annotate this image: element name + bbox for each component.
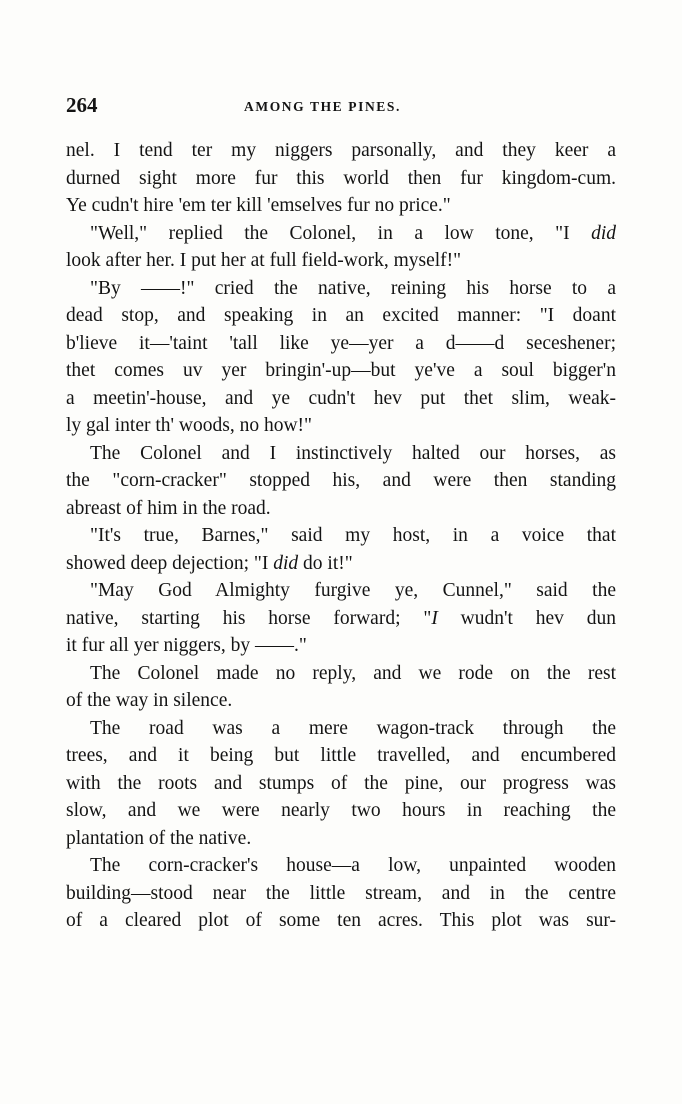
line-text: building—stood near the little stream, and in the centre bbox=[66, 882, 616, 904]
italic-text: did bbox=[273, 552, 299, 574]
line-text: of the way in silence. bbox=[66, 690, 233, 711]
line-text: showed deep dejection; "I bbox=[66, 552, 274, 574]
italic-text: did bbox=[591, 222, 616, 244]
line-text: plantation of the native. bbox=[66, 827, 252, 849]
text-line bbox=[66, 825, 616, 853]
line-text: wudn't hev dun bbox=[437, 607, 617, 629]
text-line bbox=[66, 605, 616, 633]
line-text: durned sight more fur this world then fur kingdom-cum. bbox=[66, 167, 616, 189]
text-line bbox=[66, 467, 616, 495]
page-number: 264 bbox=[66, 93, 98, 117]
text-line bbox=[66, 770, 616, 798]
line-text: look after her. I put her at full field-work, myself!" bbox=[66, 250, 462, 271]
line-text: do it!" bbox=[298, 552, 353, 574]
line-text: thet comes uv yer bringin'-up—but ye've a soul bigger'n bbox=[66, 360, 616, 381]
line-text: "It's true, Barnes," said my host, in a voice that bbox=[90, 525, 616, 546]
text-line bbox=[66, 247, 616, 275]
text-line bbox=[66, 275, 616, 303]
text-line bbox=[66, 550, 616, 578]
text-line bbox=[66, 577, 616, 605]
running-title: AMONG THE PINES. bbox=[244, 99, 401, 114]
italic-text: I bbox=[431, 607, 438, 629]
line-text: "Well," replied the Colonel, in a low tone, "I bbox=[90, 222, 592, 244]
text-line bbox=[66, 412, 616, 440]
text-line bbox=[66, 907, 616, 935]
body-text bbox=[66, 137, 616, 935]
line-text: The corn-cracker's house—a low, unpainted wooden bbox=[90, 855, 616, 876]
running-head bbox=[66, 92, 616, 120]
text-line bbox=[66, 742, 616, 770]
line-text: trees, and it being but little travelled, and encumbered bbox=[66, 745, 616, 766]
line-text: Ye cudn't hire 'em ter kill 'emselves fur no price." bbox=[66, 195, 451, 216]
text-line bbox=[66, 495, 616, 523]
line-text: with the roots and stumps of the pine, our progress was bbox=[66, 772, 616, 794]
line-text: The Colonel made no reply, and we rode on the rest bbox=[90, 662, 616, 684]
text-line bbox=[66, 220, 616, 248]
text-line bbox=[66, 357, 616, 385]
line-text: b'lieve it—'taint 'tall like ye—yer a d——d seceshener; bbox=[66, 332, 616, 354]
text-line bbox=[66, 302, 616, 330]
line-text: nel. I tend ter my niggers parsonally, and they keer a bbox=[66, 140, 616, 161]
text-line bbox=[66, 715, 616, 743]
line-text: native, starting his horse forward; " bbox=[66, 607, 432, 629]
text-line bbox=[66, 632, 616, 660]
line-text: "By ——!" cried the native, reining his horse to a bbox=[90, 277, 616, 299]
text-line bbox=[66, 440, 616, 468]
text-line bbox=[66, 165, 616, 193]
text-line bbox=[66, 192, 616, 220]
text-line bbox=[66, 797, 616, 825]
line-text: ly gal inter th' woods, no how!" bbox=[66, 415, 312, 436]
text-line bbox=[66, 385, 616, 413]
text-line bbox=[66, 852, 616, 880]
line-text: The road was a mere wagon-track through the bbox=[90, 717, 616, 739]
line-text: the "corn-cracker" stopped his, and were then standing bbox=[66, 470, 616, 491]
text-line bbox=[66, 330, 616, 358]
line-text: a meetin'-house, and ye cudn't hev put thet slim, weak- bbox=[66, 387, 616, 409]
line-text: "May God Almighty furgive ye, Cunnel," said the bbox=[90, 580, 616, 601]
text-line bbox=[66, 522, 616, 550]
line-text: of a cleared plot of some ten acres. This plot was sur- bbox=[66, 910, 616, 931]
line-text: The Colonel and I instinctively halted our horses, as bbox=[90, 442, 616, 464]
text-line bbox=[66, 137, 616, 165]
text-line bbox=[66, 687, 616, 715]
text-line bbox=[66, 880, 616, 908]
line-text: abreast of him in the road. bbox=[66, 497, 271, 519]
line-text: slow, and we were nearly two hours in reaching the bbox=[66, 800, 616, 821]
line-text: dead stop, and speaking in an excited manner: "I doant bbox=[66, 305, 616, 326]
text-line bbox=[66, 660, 616, 688]
line-text: it fur all yer niggers, by ——." bbox=[66, 635, 307, 656]
